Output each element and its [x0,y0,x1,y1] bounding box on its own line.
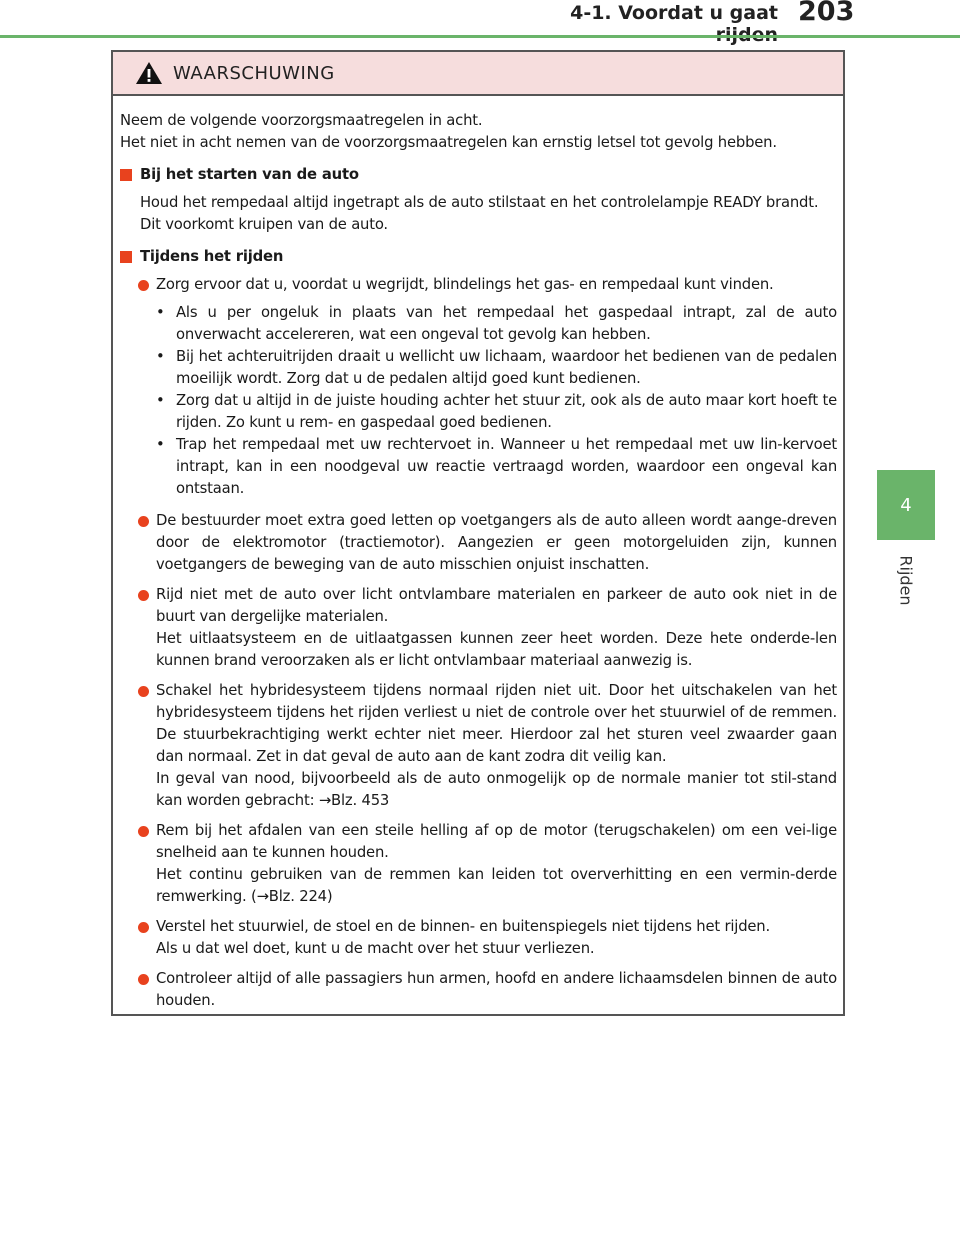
round-bullet-icon [138,590,149,601]
sub-bullet-mark: • [156,392,165,409]
sub-list-item [156,390,837,434]
chapter-label-wrap [877,550,935,610]
section-starting [120,164,837,236]
round-bullet-icon [138,686,149,697]
list-item-body [156,584,837,672]
warning-box [111,50,845,1016]
sub-list-item-text: Bij het achteruitrijden draait u wellicht uw lichaam, waardoor het bedienen van de pedalen moeilijk wordt. Zorg dat u de pedalen altijd goed kunt bedienen. [176,348,837,387]
list-item-text: Als u dat wel doet, kunt u de macht over het stuur verliezen. [156,940,595,957]
chapter-tab [877,470,935,638]
intro-line: Het niet in acht nemen van de voorzorgsmaatregelen kan ernstig letsel tot gevolg hebben. [120,134,777,151]
round-bullet-icon [138,516,149,527]
list-item [120,584,837,672]
chapter-number: 4 [900,494,912,516]
round-bullet-icon [138,974,149,985]
round-bullet-icon [138,922,149,933]
list-item-text: Controleer altijd of alle passagiers hun armen, hoofd en andere lichaamsdelen binnen de auto houden. [156,970,837,1009]
list-item [120,820,837,908]
sub-bullet-mark: • [156,304,165,321]
warning-body [113,96,843,1012]
list-item-text: Het uitlaatsysteem en de uitlaatgassen kunnen zeer heet worden. Deze hete onderde-len kunnen brand veroorzaken als er licht ontvlambaar materiaal aanwezig is. [156,630,837,669]
list-item-body [156,274,837,502]
warning-intro [120,110,837,154]
list-item [120,916,837,960]
sub-list-item [156,302,837,346]
warning-triangle-icon [135,61,163,85]
list-item-text: Zorg ervoor dat u, voordat u wegrijdt, blindelings het gas- en rempedaal kunt vinden. [156,276,774,293]
list-item-text: Rem bij het afdalen van een steile helling af op de motor (terugschakelen) om een vei-lige snelheid aan te kunnen houden. [156,822,837,861]
sub-list-item-text: Trap het rempedaal met uw rechtervoet in. Wanneer u het rempedaal met uw lin-kervoet intrapt, kan in een noodgeval uw reactie vertraagd worden, waardoor een ongeval kan ontstaan. [176,436,837,497]
sub-list-item [156,434,837,500]
list-item-body [156,680,837,812]
chapter-number-box [877,470,935,540]
list-item-text: De bestuurder moet extra goed letten op voetgangers als de auto alleen wordt aange-dreven door de elektromotor (tractiemotor). Aangezien er geen motorgeluiden zijn, kunnen voetgangers de beweging van de auto misschien onjuist inschatten. [156,512,837,573]
list-item-text: In geval van nood, bijvoorbeeld als de auto onmogelijk op de normale manier tot stil-stand kan worden gebracht: →Blz. 453 [156,770,837,809]
sub-bullet-mark: • [156,436,165,453]
square-bullet-icon [120,169,132,181]
intro-line: Neem de volgende voorzorgsmaatregelen in acht. [120,112,483,129]
list-item-body [156,510,837,576]
round-bullet-icon [138,280,149,291]
square-bullet-icon [120,251,132,263]
list-item-text: Schakel het hybridesysteem tijdens normaal rijden niet uit. Door het uitschakelen van het hybridesysteem tijdens het rijden verliest u niet de controle over het stuurwiel of de remmen. De stuurbekrachtiging werkt echter niet meer. Hierdoor zal het sturen veel zwaarder gaan dan normaal. Zet in dat geval de auto aan de kant zodra dit veilig kan. [156,682,837,765]
section-heading [120,246,837,268]
list-item-body [156,820,837,908]
list-item-body [156,968,837,1012]
header-rule [0,35,960,38]
list-item-text: Rijd niet met de auto over licht ontvlambare materialen en parkeer de auto ook niet in de buurt van dergelijke materialen. [156,586,837,625]
list-item [120,968,837,1012]
section-title: 4-1. Voordat u gaat [570,2,778,24]
list-item [120,510,837,576]
list-item [120,680,837,812]
sub-list-item-text: Zorg dat u altijd in de juiste houding achter het stuur zit, ook als de auto maar kort hoeft te rijden. Zo kunt u rem- en gaspedaal goed bedienen. [176,392,837,431]
warning-header [113,52,843,96]
sub-list-item-text: Als u per ongeluk in plaats van het rempedaal het gaspedaal intrapt, zal de auto onverwacht accelereren, wat een ongeval tot gevolg kan hebben. [176,304,837,343]
sub-bullet-mark: • [156,348,165,365]
page-number: 203 [798,0,855,27]
sub-list [156,302,837,500]
section-driving [120,246,837,1012]
sub-list-item [156,346,837,390]
list-item-text: Het continu gebruiken van de remmen kan leiden tot oververhitting en een vermin-derde remwerking. (→Blz. 224) [156,866,837,905]
round-bullet-icon [138,826,149,837]
section-text: Houd het rempedaal altijd ingetrapt als de auto stilstaat en het controlelampje READY brandt. Dit voorkomt kruipen van de auto. [140,194,819,233]
section-heading [120,164,837,186]
chapter-label: Rijden [896,554,916,606]
list-item-body [156,916,837,960]
list-item [120,274,837,502]
warning-title: WAARSCHUWING [173,62,335,84]
section-heading-text: Bij het starten van de auto [140,166,359,183]
list-item-text: Verstel het stuurwiel, de stoel en de binnen- en buitenspiegels niet tijdens het rijden. [156,918,770,935]
section-heading-text: Tijdens het rijden [140,248,284,265]
